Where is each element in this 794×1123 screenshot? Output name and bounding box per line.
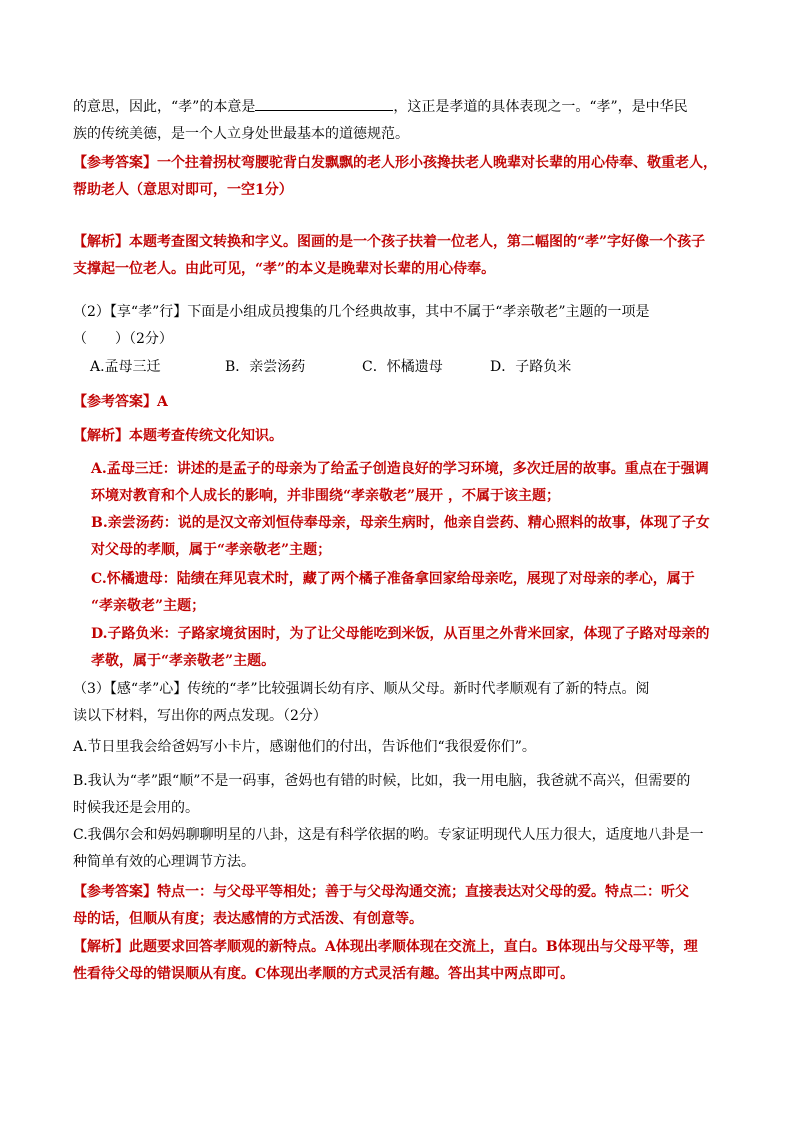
q2-answer [73,389,723,416]
q3-answer-line2: 母的话，但顺从有度；表达感情的方式活泼、有创意等。 [73,911,423,927]
q2-options [90,354,740,381]
q2-option-b-explanation [91,510,723,564]
material-line: B.我认为“孝”跟“顺”不是一码事，爸妈也有错的时候，比如，我一用电脑，我爸就不高兴，但需要的 [73,773,691,789]
intro-line1-start: 的意思，因此，“孝”的本意是 [73,99,256,115]
intro-line1-end: ，这正是孝道的具体表现之一。“孝”，是中华民 [393,99,688,115]
material-line: 种简单有效的心理调节方法。 [73,854,255,870]
q2-stem-line1: （2）【享“孝”行】下面是小组成员搜集的几个经典故事，其中不属于“孝亲敬老”主题的一项是 [73,304,650,320]
option-d: D．子路负米 [490,359,572,375]
material-line: A.节日里我会给爸妈写小卡片，感谢他们的付出，告诉他们“我很爱你们”。 [73,739,536,755]
q2-option-a-explanation [91,456,723,510]
intro-line2: 族的传统美德，是一个人立身处世最基本的道德规范。 [73,126,409,142]
q2-analysis-text: 本题考查传统文化知识。 [129,428,283,444]
q3-answer-line1: 特点一：与父母平等相处；善于与父母沟通交流；直接表达对父母的爱。特点二：听父 [157,884,689,900]
intro-paragraph [73,94,723,148]
q1-analysis-line1: 本题考查图文转换和字义。图画的是一个孩子扶着一位老人，第二幅图的“孝”字好像一个孩子 [129,234,706,250]
answer-tag: 【参考答案】 [73,394,157,410]
q3-answer [73,879,723,933]
option-b: B．亲尝汤药 [225,359,306,375]
answer-tag: 【参考答案】 [73,155,157,171]
q1-analysis-line2: 支撑起一位老人。由此可见，“孝”的本义是晚辈对长辈的用心侍奉。 [73,261,496,277]
q3-analysis-line1: 此题要求回答孝顺观的新特点。A体现出孝顺体现在交流上，直白。B体现出与父母平等，理 [129,939,698,955]
explanation-line: D.子路负米：子路家境贫困时，为了让父母能吃到米饭，从百里之外背米回家，体现了子路对母亲的 [91,626,710,642]
q2-analysis [73,423,723,450]
option-a: A.孟母三迁 [90,359,161,375]
q3-stem [73,676,723,730]
q3-stem-line2: 读以下材料，写出你的两点发现。（2分） [73,708,327,724]
q2-option-c-explanation [91,566,723,620]
option-c: C．怀橘遗母 [362,359,443,375]
explanation-line: 对父母的孝顺，属于“孝亲敬老”主题； [91,542,332,558]
q2-stem-line2: （ ）（2分） [73,331,173,347]
answer-tag: 【参考答案】 [73,884,157,900]
explanation-line: C.怀橘遗母：陆绩在拜见袁术时，藏了两个橘子准备拿回家给母亲吃，展现了对母亲的孝心，属于 [91,571,695,587]
explanation-line: “孝亲敬老”主题； [91,598,206,614]
analysis-tag: 【解析】 [73,939,129,955]
explanation-line: B.亲尝汤药：说的是汉文帝刘恒侍奉母亲，母亲生病时，他亲自尝药、精心照料的故事，体现了子女 [91,515,710,531]
q1-answer [73,150,723,204]
q1-analysis [73,229,723,283]
q1-answer-line1: 一个拄着拐杖弯腰驼背白发飘飘的老人形小孩搀扶老人晚辈对长辈的用心侍奉、敬重老人， [157,155,717,171]
q1-answer-line2: 帮助老人（意思对即可，一空1分） [73,182,293,198]
q2-option-d-explanation [91,621,723,675]
q3-analysis-line2: 性看待父母的错误顺从有度。C体现出孝顺的方式灵活有趣。答出其中两点即可。 [73,966,575,982]
answer-blank [255,96,393,111]
explanation-line: A.孟母三迁：讲述的是孟子的母亲为了给孟子创造良好的学习环境，多次迁居的故事。重点在于强调 [91,461,709,477]
q2-answer-value: A [157,394,168,410]
q2-stem [73,299,723,353]
material-line: C.我偶尔会和妈妈聊聊明星的八卦，这是有科学依据的哟。专家证明现代人压力很大，适度地八卦是一 [73,827,704,843]
material-line: 时候我还是会用的。 [73,800,199,816]
q3-material-c [73,822,723,876]
analysis-tag: 【解析】 [73,428,129,444]
q3-material-a [73,734,723,761]
q3-analysis [73,934,723,988]
explanation-line: 孝敬，属于“孝亲敬老”主题。 [91,653,276,669]
q3-stem-line1: （3）【感“孝”心】传统的“孝”比较强调长幼有序、顺从父母。新时代孝顺观有了新的特点。阅 [73,681,650,697]
explanation-line: 环境对教育和个人成长的影响，并非围绕“孝亲敬老”展开 ，不属于该主题； [91,488,560,504]
q3-material-b [73,768,723,822]
analysis-tag: 【解析】 [73,234,129,250]
